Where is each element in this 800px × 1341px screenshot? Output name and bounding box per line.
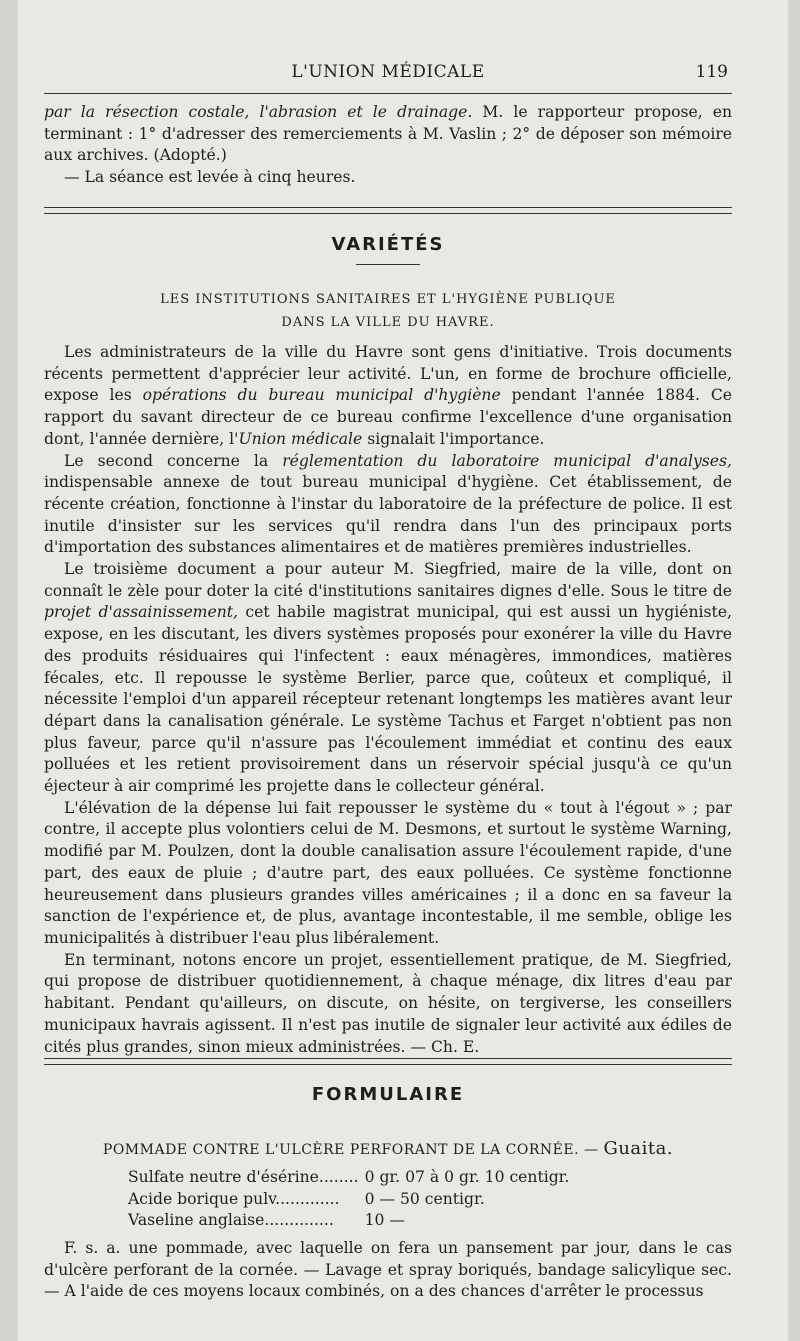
formula-instructions-block xyxy=(44,1238,732,1303)
section-divider-2 xyxy=(44,1058,732,1065)
table-row xyxy=(128,1167,569,1189)
ingredient-qty: 0 gr. 07 à 0 gr. 10 centigr. xyxy=(364,1168,570,1186)
paragraph-2 xyxy=(44,451,732,560)
ingredient-name: Acide borique pulv............. xyxy=(128,1189,340,1208)
p3-italic: projet d'assainissement, xyxy=(44,603,238,622)
intro-italic: par la résection costale, l'abrasion et le drainage. xyxy=(44,103,473,121)
p2-italic: réglementation du laboratoire municipal d'analyses, xyxy=(282,451,732,470)
formula-title xyxy=(44,1138,732,1159)
header-rule xyxy=(44,93,732,94)
formula-author: Guaita. xyxy=(603,1138,674,1159)
subtitle-line-1: LES INSTITUTIONS SANITAIRES ET L'HYGIÈNE PUBLIQUE xyxy=(160,292,616,307)
ingredient-name: Sulfate neutre d'ésérine........ xyxy=(128,1168,359,1186)
journal-page xyxy=(18,0,788,1341)
page-number: 119 xyxy=(695,62,728,82)
p3-text-a: Le troisième document a pour auteur M. Siegfried, maire de la ville, dont on connaît le zèle pour doter la cité d'institutions sanitaires dignes d'elle. Sous le titre de xyxy=(44,560,732,600)
intro-paragraph xyxy=(44,102,732,167)
page-header xyxy=(44,62,732,84)
p1-text-c: signalait l'importance. xyxy=(362,429,545,448)
running-title: L'UNION MÉDICALE xyxy=(291,62,485,82)
paragraph-3 xyxy=(44,559,732,798)
formulaire-heading: FORMULAIRE xyxy=(311,1084,465,1105)
ingredient-name: Vaseline anglaise.............. xyxy=(128,1211,334,1229)
paragraph-1 xyxy=(44,342,732,451)
p2-text-b: indispensable annexe de tout bureau municipal d'hygiène. Cet établissement, de récente création, fonctionne à l'instar du laboratoire de la préfecture de police. Il est inutile d'insister sur les services qu'il rendra dans l'un des principaux ports d'importation des substances alimentaires et de matières premières industrielles. xyxy=(44,473,732,557)
heading-underline xyxy=(356,264,420,265)
varietes-heading: VARIÉTÉS xyxy=(331,234,445,255)
formula-instructions: F. s. a. une pommade, avec laquelle on fera un pansement par jour, dans le cas d'ulcère perforant de la cornée. — Lavage et spray boriqués, bandage salicylique sec. — A l'aide de ces moyens locaux combinés, on a des chances d'arrêter le processus xyxy=(44,1239,732,1301)
subtitle-line-2: DANS LA VILLE DU HAVRE. xyxy=(281,315,495,330)
formula-name: POMMADE CONTRE L'ULCÈRE PERFORANT DE LA CORNÉE. — xyxy=(102,1142,599,1158)
paragraph-4: L'élévation de la dépense lui fait repousser le système du « tout à l'égout » ; par contre, il accepte plus volontiers celui de M. Desmons, et surtout le système Warning, modifié par M. Poulzen, dont la double canalisation assure l'écoulement rapide, d'une part, des eaux de pluie ; d'autre part, des eaux polluées. Ce système fonctionne heureusement dans plusieurs grandes villes américaines ; il a donc en sa faveur la sanction de l'expérience et, de plus, avantage incontestable, il me semble, oblige les municipalités à distribuer l'eau plus libéralement. xyxy=(44,798,732,947)
section-divider xyxy=(44,207,732,214)
ingredients-table xyxy=(128,1167,569,1232)
p1-italic-1: opérations du bureau municipal d'hygiène xyxy=(142,386,501,405)
p3-text-b: cet habile magistrat municipal, qui est aussi un hygiéniste, expose, en les discutant, les divers systèmes proposés pour exonérer la ville du Havre des produits résiduaires qui l'infectent : eaux ménagères, immondices, matières fécales, etc. Il repousse le système Berlier, parce que, coûteux et compliqué, il nécessite l'emploi d'un appareil récepteur retenant longtemps les matières avant leur départ dans la canalisation générale. Le système Tachus et Farget n'obtient pas non plus faveur, parce qu'il n'assure pas l'écoulement immédiat et continu des eaux polluées et les retient provisoirement dans un réservoir spécial jusqu'à ce qu'un éjecteur à air comprimé les projette dans le collecteur général. xyxy=(44,603,732,796)
intro-text: M. le rapporteur propose, en terminant : 1° d'adresser des remerciements à M. Vaslin ; 2° de déposer son mémoire aux archives. (Adopté.) xyxy=(44,103,732,165)
article-body xyxy=(44,342,732,1058)
p1-text-b: pendant l'année 1884. Ce rapport du savant directeur de ce bureau confirme l'excellence d'une organisation dont, l'année dernière, l' xyxy=(44,386,732,448)
paragraph-5: En terminant, notons encore un projet, essentiellement pratique, de M. Siegfried, qui propose de distribuer quotidiennement, à chaque ménage, dix litres d'eau par habitant. Pendant qu'ailleurs, on discute, on hésite, on tergiverse, les conseillers municipaux havrais agissent. Il n'est pas inutile de signaler leur activité aux édiles de cités plus grandes, sinon mieux administrées. — Ch. E. xyxy=(44,950,732,1056)
p1-italic-2: Union médicale xyxy=(238,429,363,448)
ingredient-qty: 0 — 50 centigr. xyxy=(364,1189,485,1208)
p1-text-a: Les administrateurs de la ville du Havre sont gens d'initiative. Trois documents récents permettent d'apprécier leur activité. L'un, en forme de brochure officielle, expose les xyxy=(44,343,732,405)
table-row xyxy=(128,1210,569,1232)
table-row xyxy=(128,1189,569,1211)
article-subtitle xyxy=(44,288,732,334)
intro-block xyxy=(44,102,732,189)
ingredient-qty: 10 — xyxy=(364,1211,405,1229)
closing-line: — La séance est levée à cinq heures. xyxy=(64,168,356,187)
p2-text-a: Le second concerne la xyxy=(64,451,283,470)
